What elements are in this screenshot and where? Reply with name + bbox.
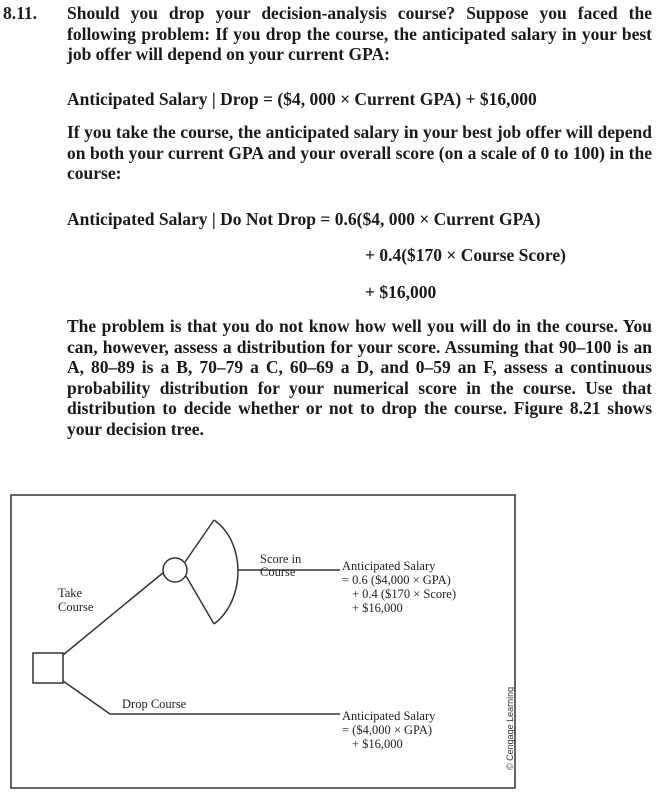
- fan-lower-edge: [186, 576, 214, 624]
- equation-take-line2: + 0.4($170 × Course Score): [365, 245, 566, 265]
- figure-frame: [11, 495, 515, 788]
- take-course-text: If you take the course, the anticipated salary in your best job offer will depend on both your current GPA and your overall score (on a scale of 0 to 100) in the course:: [67, 122, 652, 183]
- drop-payoff-line1: Anticipated Salary: [342, 709, 436, 723]
- score-label-line2: Course: [260, 565, 296, 579]
- decision-tree-diagram: [0, 490, 660, 792]
- fan-upper-edge: [185, 520, 214, 562]
- take-course-payoff: [342, 559, 456, 615]
- equation-drop: Anticipated Salary | Drop = ($4, 000 × Current GPA) + $16,000: [67, 89, 537, 109]
- drop-payoff-line2: = ($4,000 × GPA): [342, 723, 433, 737]
- drop-course-label: Drop Course: [122, 697, 187, 711]
- problem-number: 8.11.: [3, 3, 38, 23]
- equation-take-line3: + $16,000: [365, 282, 437, 302]
- take-payoff-line3: + 0.4 ($170 × Score): [352, 587, 457, 601]
- take-payoff-line4: + $16,000: [352, 601, 403, 615]
- chance-node: [163, 558, 187, 582]
- fan-arc: [214, 520, 238, 624]
- drop-payoff-line3: + $16,000: [352, 737, 403, 751]
- take-course-label: [58, 586, 93, 614]
- score-label-line1: Score in: [260, 552, 302, 566]
- score-in-course-label: [260, 553, 301, 579]
- take-label-line2: Course: [58, 600, 94, 614]
- decision-node: [33, 653, 63, 683]
- take-payoff-line1: Anticipated Salary: [342, 559, 436, 573]
- take-label-line1: Take: [58, 586, 83, 600]
- equation-take-line1: Anticipated Salary | Do Not Drop = 0.6($4, 000 × Current GPA): [67, 209, 541, 229]
- decision-tree-figure: [0, 490, 660, 792]
- take-payoff-line2: = 0.6 ($4,000 × GPA): [342, 573, 451, 587]
- copyright-credit: © Cengage Learning: [505, 686, 515, 770]
- problem-intro: Should you drop your decision-analysis course? Suppose you faced the following problem: If you drop the course, the anticipated salary in your best job offer will depend on your current GPA:: [67, 3, 652, 64]
- drop-course-payoff: [342, 709, 435, 751]
- drop-course-branch: [63, 681, 110, 714]
- problem-closing: The problem is that you do not know how well you will do in the course. You can, however, assess a distribution for your score. Assuming that 90–100 is an A, 80–89 is a B, 70–79 a C, 60–69 a D, and 0–59 an F, assess a continuous probability distribution for your numerical score in the course. Use that distribution to decide whether or not to drop the course. Figure 8.21 shows your decision tree.: [67, 316, 652, 439]
